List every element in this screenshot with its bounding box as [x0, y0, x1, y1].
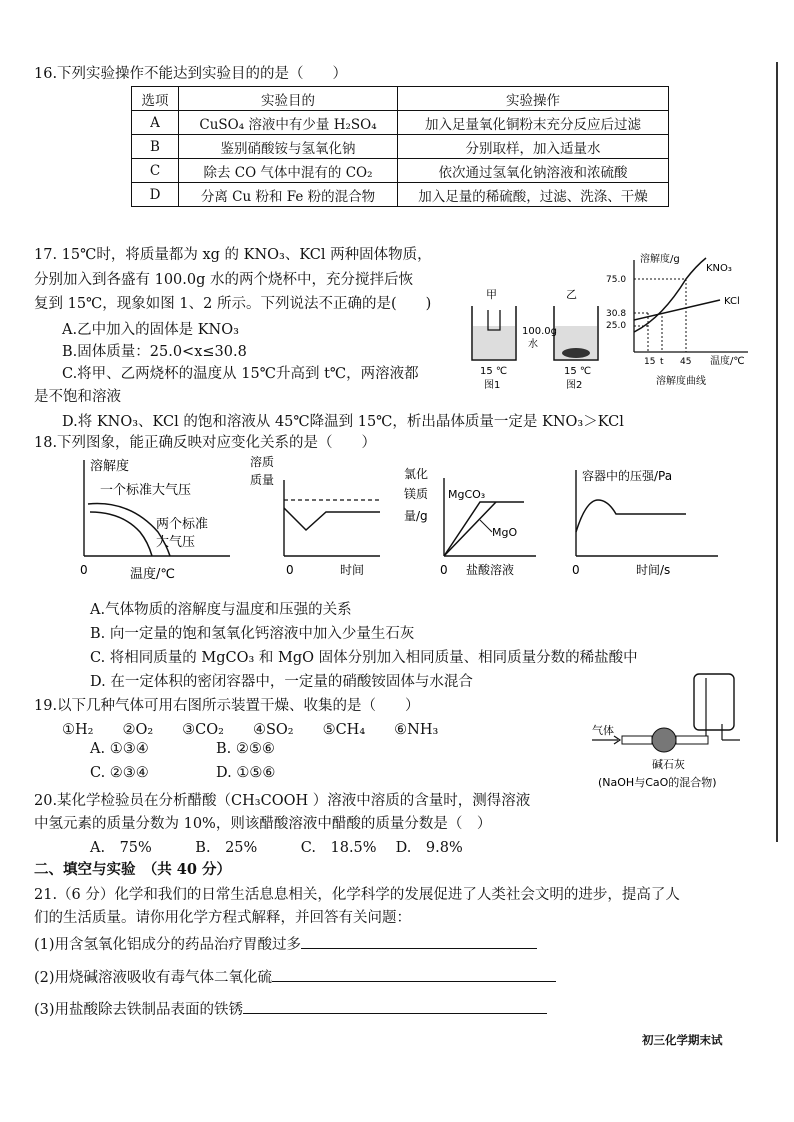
x-axis-label: 盐酸溶液	[466, 563, 515, 577]
fig1-caption: 图1	[484, 380, 501, 391]
q19-option-c: C. ②③④	[90, 765, 149, 781]
soda-lime-composition: (NaOH与CaO的混合物)	[598, 776, 717, 789]
gas-inlet-label: 气体	[592, 724, 614, 737]
q21-line2: 们的生活质量。请你用化学方程式解释，并回答有关问题：	[34, 910, 411, 926]
graph-c	[400, 462, 540, 584]
table-cell: 加入足量的稀硫酸，过滤、洗涤、干燥	[398, 183, 669, 207]
q17-option-c-line1: C.将甲、乙两烧杯的温度从 15℃升高到 t℃，两溶液都	[62, 366, 419, 382]
table-row	[132, 183, 669, 207]
table-row	[132, 111, 669, 135]
tick-75: 75.0	[606, 275, 627, 285]
y-axis-label: 容器中的压强/Pa	[582, 469, 673, 483]
table-cell: 加入足量氧化铜粉末充分反应后过滤	[398, 111, 669, 135]
q17-line3: 复到 15℃，现象如图 1、2 所示。下列说法不正确的是( )	[34, 296, 432, 312]
q18-option-d: D. 在一定体积的密闭容器中，一定量的硝酸铵固体与水混合	[90, 674, 473, 690]
x-axis-label: 温度/℃	[710, 356, 745, 367]
tick-x-t: t	[660, 357, 664, 367]
q17-option-a: A.乙中加入的固体是 KNO₃	[62, 322, 239, 338]
x-axis-label: 时间/s	[636, 563, 671, 577]
table-cell: 分别取样，加入适量水	[398, 135, 669, 159]
x-axis-label: 时间	[340, 563, 365, 577]
page-edge-line	[776, 62, 778, 842]
mass-curve	[284, 508, 380, 530]
q19-option-a: A. ①③④	[90, 741, 149, 757]
q17-option-d: D.将 KNO₃、KCl 的饱和溶液从 45℃降温到 15℃，析出晶体质量一定是 KNO₃＞KCl	[62, 414, 624, 430]
fig2-caption: 图2	[566, 380, 583, 391]
kcl-curve	[634, 300, 720, 320]
origin-label: 0	[80, 563, 88, 577]
water-label: 水	[528, 339, 538, 350]
undissolved-solid	[562, 348, 590, 358]
y-axis-label-2: 镁质	[404, 487, 429, 501]
origin-label: 0	[440, 563, 448, 577]
y-axis-label-1: 溶质	[250, 455, 275, 469]
origin-label: 0	[572, 563, 580, 577]
table-cell: 鉴别硝酸铵与氢氧化钠	[179, 135, 398, 159]
q19-option-b: B. ②⑤⑥	[216, 741, 275, 757]
connector-tube	[676, 736, 708, 744]
answer-blank-1[interactable]	[301, 934, 537, 949]
y-axis-label: 溶解度	[90, 459, 130, 474]
q21-part2-text: (2)用烧碱溶液吸收有毒气体二氧化硫	[34, 970, 273, 986]
y-axis-label-1: 氯化	[404, 467, 429, 481]
table-row	[132, 159, 669, 183]
kcl-curve-label: KCl	[724, 296, 740, 307]
x-axis-label: 温度/℃	[130, 567, 175, 582]
table-header: 选项	[132, 87, 179, 111]
drying-bulb	[652, 728, 676, 752]
water-mass-label: 100.0g	[522, 326, 557, 337]
origin-label: 0	[286, 563, 294, 577]
table-cell: D	[132, 183, 179, 207]
tick-30-8: 30.8	[606, 309, 627, 319]
pressure-curve	[576, 500, 686, 532]
table-cell: B	[132, 135, 179, 159]
table-cell: 依次通过氢氧化钠溶液和浓硫酸	[398, 159, 669, 183]
mgo-label: MgO	[492, 526, 518, 539]
q17-option-b: B.固体质量：25.0<x≤30.8	[62, 344, 247, 360]
answer-blank-2[interactable]	[272, 967, 556, 982]
q20-line2: 中氢元素的质量分数为 10%，则该醋酸溶液中醋酸的质量分数是（ ）	[34, 816, 492, 832]
q17-line1: 17. 15℃时，将质量都为 xg 的 KNO₃、KCl 两种固体物质，	[34, 247, 432, 263]
mgco3-label: MgCO₃	[448, 488, 486, 501]
q18-option-a: A.气体物质的溶解度与温度和压强的关系	[90, 602, 352, 618]
curve-label-1: 一个标准大气压	[100, 483, 192, 498]
mgo-line	[444, 502, 496, 556]
beaker-yi-label: 乙	[566, 288, 577, 301]
graph-d	[566, 462, 726, 584]
chart-caption: 溶解度曲线	[656, 376, 706, 387]
tick-x-45: 45	[680, 357, 692, 367]
q18-stem: 18.下列图象，能正确反映对应变化关系的是（ ）	[34, 435, 377, 451]
answer-blank-3[interactable]	[243, 999, 547, 1014]
q18-option-c: C. 将相同质量的 MgCO₃ 和 MgO 固体分别加入相同质量、相同质量分数的稀盐酸中	[90, 650, 638, 666]
curve-label-2a: 两个标准	[156, 517, 209, 532]
q21-part2	[34, 966, 556, 987]
table-row	[132, 135, 669, 159]
q19-stem: 19.以下几种气体可用右图所示装置干燥、收集的是（ ）	[34, 698, 420, 714]
q16-table	[131, 86, 669, 207]
tick-x-15: 15	[644, 357, 656, 367]
q19-option-d: D. ①⑤⑥	[216, 765, 276, 781]
q19-gases: ①H₂ ②O₂ ③CO₂ ④SO₂ ⑤CH₄ ⑥NH₃	[62, 722, 439, 738]
q17-line2: 分别加入到各盛有 100.0g 水的两个烧杯中，充分搅拌后恢	[34, 272, 414, 288]
q16-stem: 16.下列实验操作不能达到实验目的的是（ ）	[34, 66, 348, 82]
inlet-tube	[622, 736, 652, 744]
q21-line1: 21.（6 分）化学和我们的日常生活息息相关，化学科学的发展促进了人类社会文明的进步，提高了人	[34, 887, 680, 903]
graph-a	[70, 452, 240, 584]
drying-apparatus-figure	[588, 664, 774, 794]
q21-part1	[34, 933, 537, 954]
y-axis-label-2: 质量	[250, 473, 275, 487]
kno3-curve-label: KNO₃	[706, 263, 732, 274]
tick-25: 25.0	[606, 321, 627, 331]
table-cell: 分离 Cu 粉和 Fe 粉的混合物	[179, 183, 398, 207]
kno3-curve	[634, 258, 706, 332]
beakers-figure	[460, 284, 620, 396]
q18-option-b: B. 向一定量的饱和氢氧化钙溶液中加入少量生石灰	[90, 626, 415, 642]
table-cell: A	[132, 111, 179, 135]
table-header: 实验目的	[179, 87, 398, 111]
y-axis-label: 溶解度/g	[640, 254, 680, 265]
graph-b	[244, 452, 384, 584]
curve-label-2b: 大气压	[156, 535, 196, 550]
collection-bottle	[694, 674, 734, 730]
beaker-jia-label: 甲	[486, 288, 497, 301]
table-row	[132, 87, 669, 111]
footer-label: 初三化学期末试	[642, 1033, 723, 1047]
solubility-curve-chart	[600, 248, 772, 390]
q17-option-c-line2: 是不饱和溶液	[34, 389, 121, 405]
section-title: 二、填空与实验 （共 40 分）	[34, 861, 232, 878]
q20-options: A. 75% B. 25% C. 18.5% D. 9.8%	[90, 840, 463, 856]
solution-1	[473, 326, 515, 359]
soda-lime-label: 碱石灰	[652, 758, 685, 771]
table-header: 实验操作	[398, 87, 669, 111]
q21-part3-text: (3)用盐酸除去铁制品表面的铁锈	[34, 1002, 244, 1018]
y-axis-label-3: 量/g	[404, 509, 428, 523]
table-cell: 除去 CO 气体中混有的 CO₂	[179, 159, 398, 183]
mgo-pointer	[480, 520, 492, 532]
q21-part1-text: (1)用含氢氧化铝成分的药品治疗胃酸过多	[34, 937, 302, 953]
table-cell: CuSO₄ 溶液中有少量 H₂SO₄	[179, 111, 398, 135]
temp-label-2: 15 ℃	[564, 366, 592, 377]
q20-line1: 20.某化学检验员在分析醋酸（CH₃COOH ）溶液中溶质的含量时，测得溶液	[34, 793, 531, 809]
table-cell: C	[132, 159, 179, 183]
temp-label-1: 15 ℃	[480, 366, 508, 377]
q21-part3	[34, 998, 547, 1019]
